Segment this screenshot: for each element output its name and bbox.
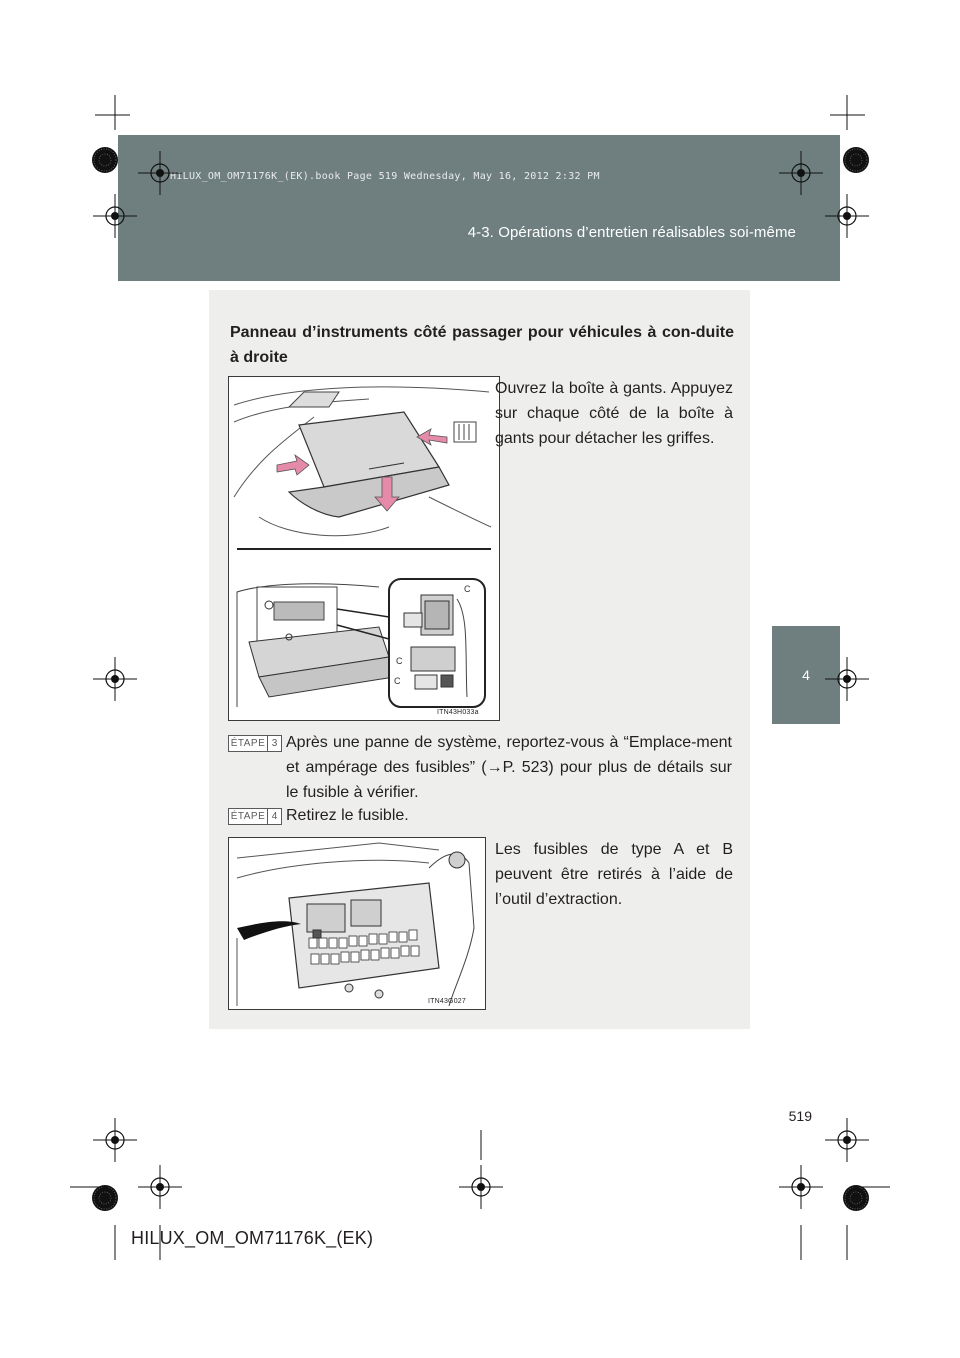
step-number: 4 xyxy=(271,811,278,822)
chapter-number: 4 xyxy=(802,667,810,683)
step-4-text: Retirez le fusible. xyxy=(286,807,409,824)
figure1-code: ITN43H033a xyxy=(437,709,479,716)
section-title: 4-3. Opérations d’entretien réalisables soi-même xyxy=(467,224,796,241)
svg-text:C: C xyxy=(394,676,401,686)
step-3-text: Après une panne de système, reportez-vous à “Emplace-ment et ampérage des fusibles” (→P. 523) pour plus de détails sur le fusible à vérifier. xyxy=(286,734,732,801)
registration-mark-icon xyxy=(93,151,869,1209)
crop-mark-icon xyxy=(70,95,890,1260)
step-badge-label: ÉTAPE xyxy=(229,809,268,824)
svg-text:C: C xyxy=(396,656,403,666)
print-stamp: HILUX_OM_OM71176K_(EK).book Page 519 Wednesday, May 16, 2012 2:32 PM xyxy=(170,171,600,182)
sun-mark-icon xyxy=(92,147,869,1211)
step-badge-label: ÉTAPE xyxy=(229,736,268,751)
step-number: 3 xyxy=(271,738,278,749)
page-number: 519 xyxy=(788,1108,812,1124)
svg-text:C: C xyxy=(464,584,471,594)
figure2-code: ITN43G027 xyxy=(428,998,466,1005)
footer-code: HILUX_OM_OM71176K_(EK) xyxy=(131,1228,374,1248)
intro-text: Ouvrez la boîte à gants. Appuyez sur chaque côté de la boîte à gants pour détacher les griffes. xyxy=(495,380,733,447)
box-heading: Panneau d’instruments côté passager pour véhicules à con-duite à droite xyxy=(230,324,734,366)
fuse-text: Les fusibles de type A et B peuvent être retirés à l’aide de l’outil d’extraction. xyxy=(495,841,733,908)
